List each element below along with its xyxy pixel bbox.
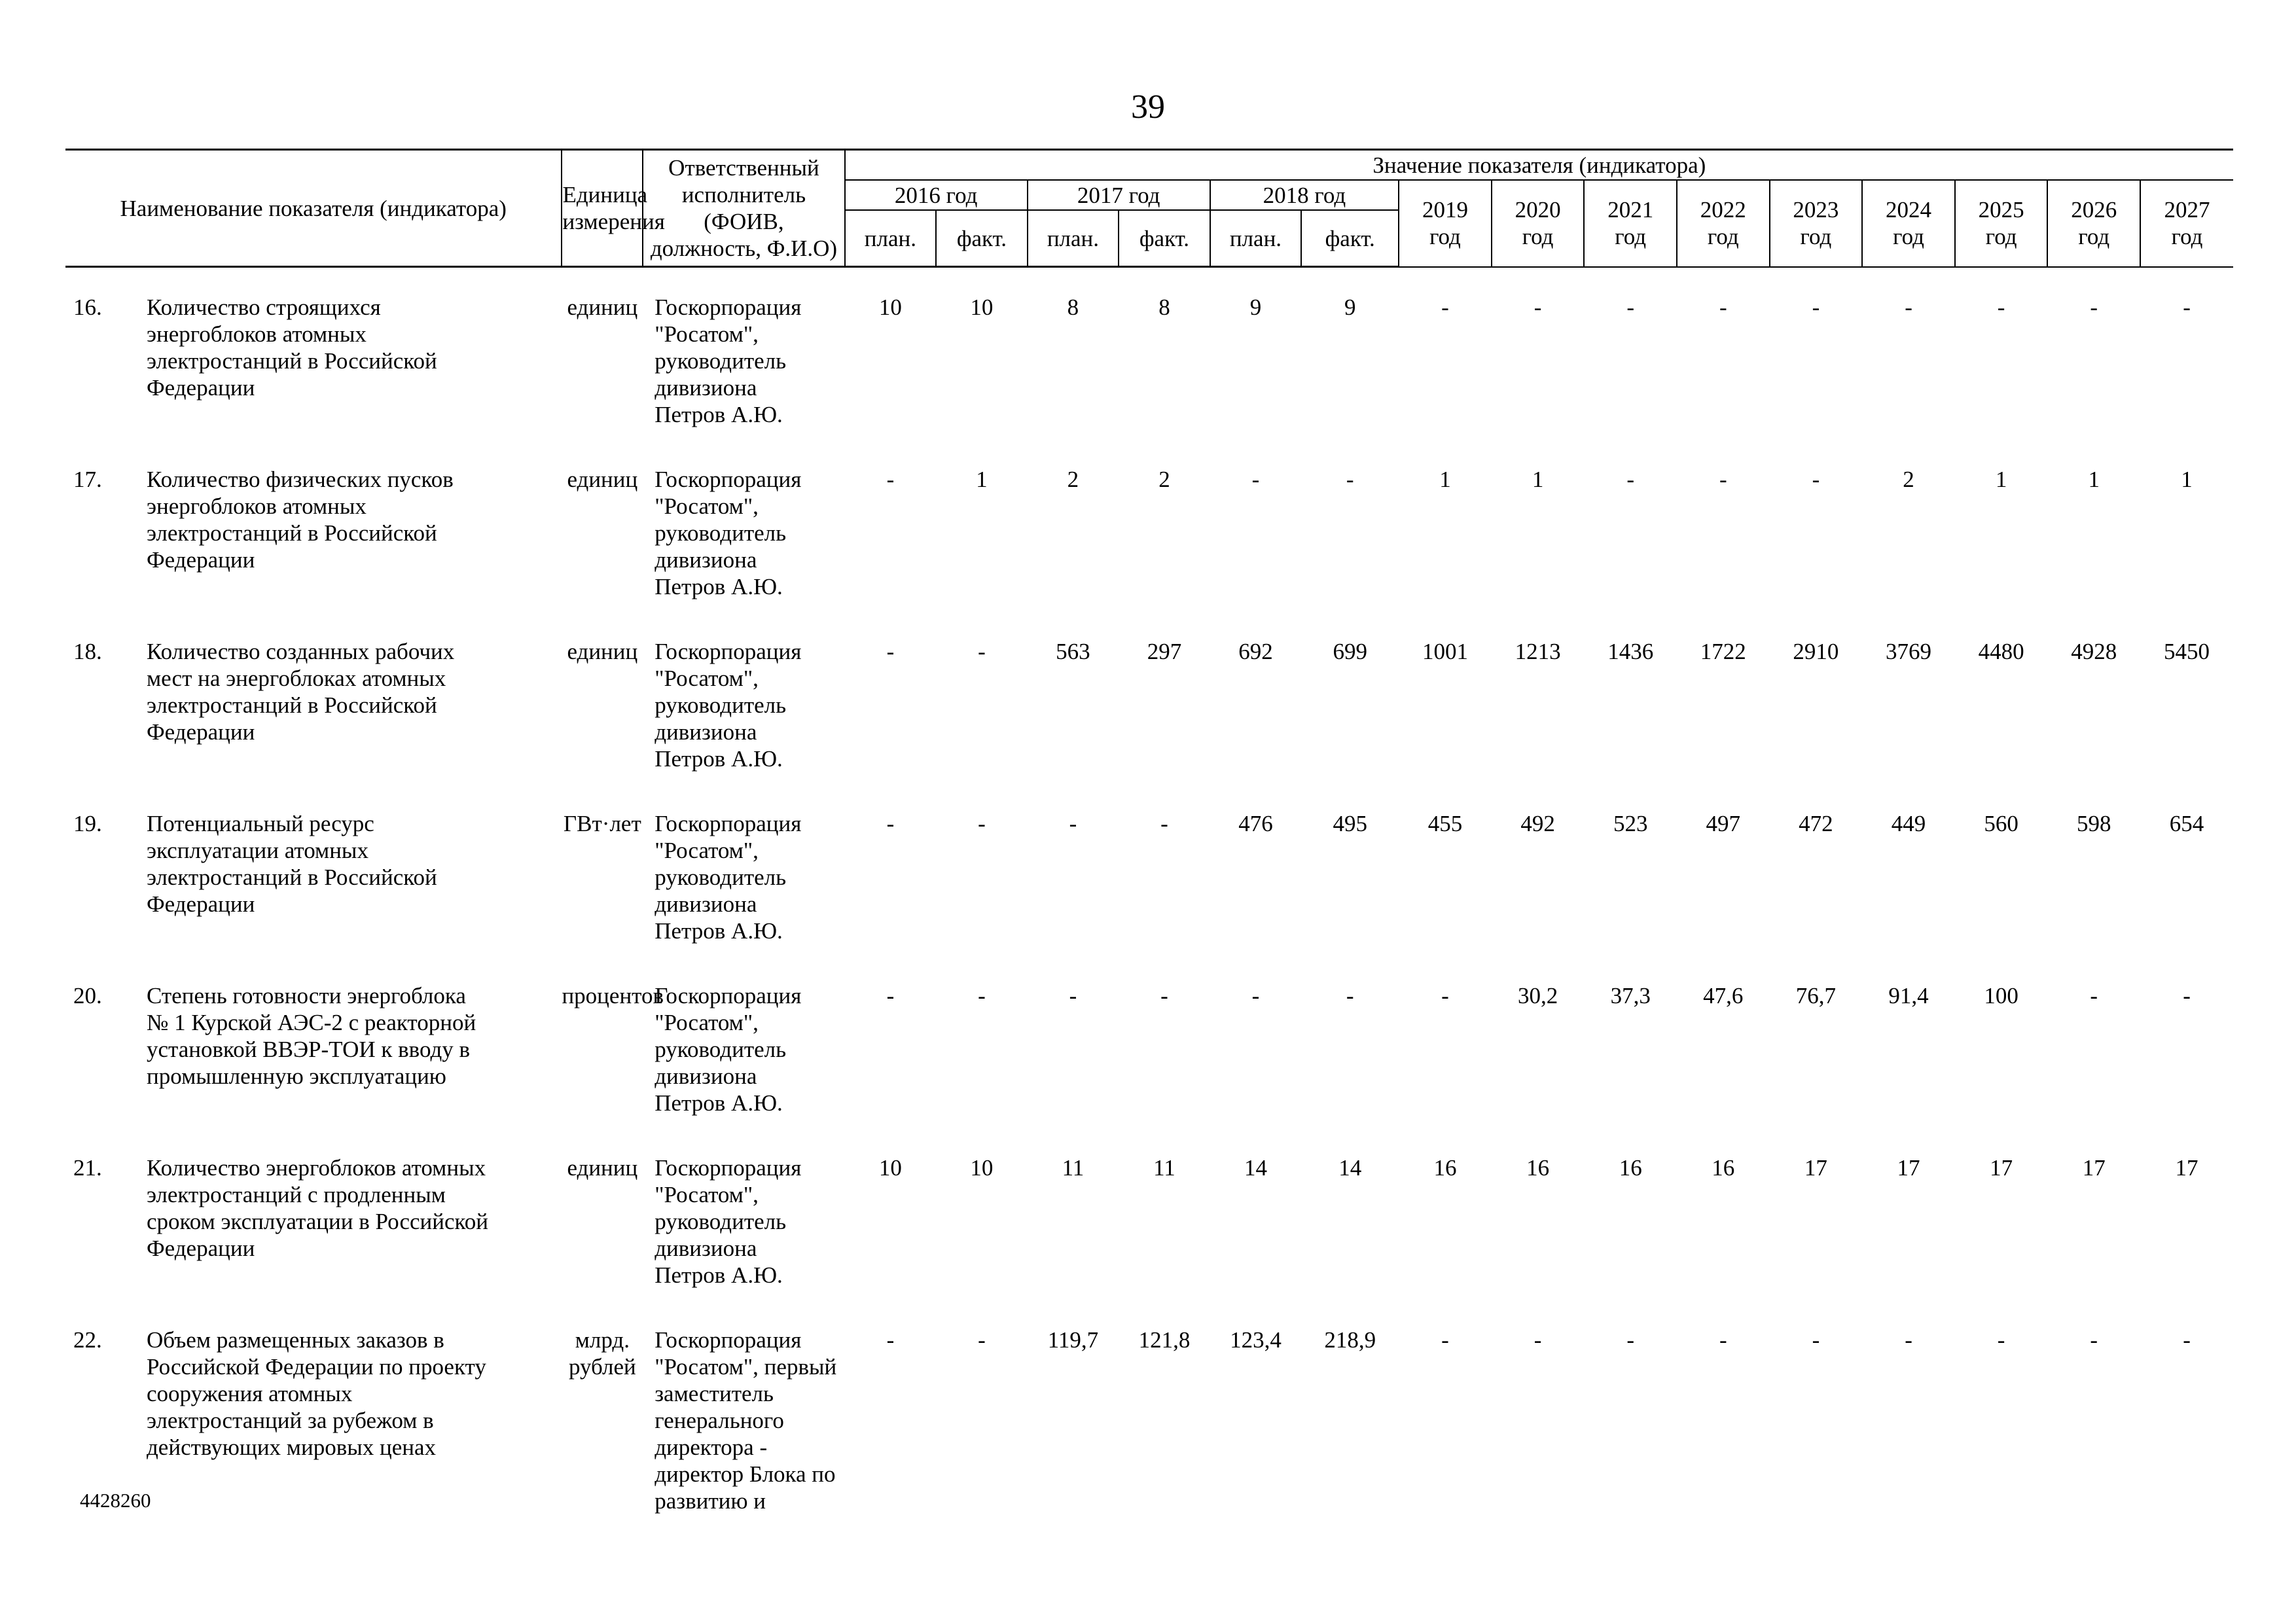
row-number: 16. (73, 294, 102, 320)
value-cell: 4928 (2071, 639, 2117, 664)
value-cell: 455 (1427, 811, 1463, 836)
header-responsible: Ответственный исполнитель (ФОИВ, должность, Ф.И.О) (643, 150, 844, 267)
value-cell: - (1441, 294, 1449, 320)
value-cell: 1722 (1700, 639, 1746, 664)
value-cell: - (886, 1327, 895, 1353)
value-cell: - (1812, 1327, 1820, 1353)
value-cell: - (2183, 1327, 2191, 1353)
document-id: 4428260 (80, 1489, 151, 1512)
value-cell: - (1160, 983, 1168, 1008)
value-cell: 10 (878, 294, 902, 320)
value-cell: - (2183, 983, 2191, 1008)
header-year-2019: 2019 год (1399, 180, 1492, 267)
value-cell: - (978, 983, 986, 1008)
responsible-cell: Госкорпорация "Росатом", руководитель дивизиона Петров А.Ю. (655, 294, 802, 427)
page-number: 39 (1131, 88, 1165, 126)
value-cell: 492 (1520, 811, 1555, 836)
value-cell: 10 (970, 1155, 994, 1181)
responsible-cell: Госкорпорация "Росатом", руководитель дивизиона Петров А.Ю. (655, 639, 802, 772)
header-plan-2016: план. (845, 210, 937, 267)
value-cell: - (2183, 294, 2191, 320)
header-year-2025: 2025 год (1955, 180, 2048, 267)
value-cell: 297 (1147, 639, 1182, 664)
indicator-name: Потенциальный ресурс эксплуатации атомных электростанций в Российской Федерации (147, 811, 437, 917)
row-number: 17. (73, 467, 102, 492)
header-year-2021: 2021 год (1584, 180, 1677, 267)
table-row (65, 454, 2233, 626)
header-plan-2017: план. (1028, 210, 1119, 267)
value-cell: 10 (878, 1155, 902, 1181)
row-number: 18. (73, 639, 102, 664)
row-number: 20. (73, 983, 102, 1008)
indicator-name-cell (65, 454, 562, 626)
value-cell: - (1905, 1327, 1912, 1353)
value-cell: - (1626, 467, 1635, 492)
table-body (65, 267, 2233, 1541)
value-cell: 654 (2169, 811, 2204, 836)
table-header (65, 150, 2233, 267)
value-cell: - (1719, 294, 1727, 320)
header-plan-2018: план. (1210, 210, 1302, 267)
value-cell: - (1441, 983, 1449, 1008)
responsible-cell: Госкорпорация "Росатом", руководитель дивизиона Петров А.Ю. (655, 983, 802, 1116)
value-cell: 9 (1249, 294, 1262, 320)
value-cell: 1436 (1607, 639, 1654, 664)
value-cell: - (886, 467, 895, 492)
unit-cell: ГВт·лет (563, 811, 641, 836)
header-values-group: Значение показателя (индикатора) (845, 150, 2233, 181)
header-year-2023: 2023 год (1770, 180, 1863, 267)
header-year-2018: 2018 год (1210, 180, 1399, 210)
indicator-name: Количество строящихся энергоблоков атомных электростанций в Российской Федерации (147, 294, 437, 401)
value-cell: - (1069, 983, 1077, 1008)
table-row (65, 267, 2233, 455)
value-cell: - (1812, 294, 1820, 320)
table-row (65, 798, 2233, 971)
value-cell: 692 (1238, 639, 1273, 664)
value-cell: - (1719, 467, 1727, 492)
unit-cell: единиц (567, 467, 638, 492)
value-cell: 476 (1238, 811, 1273, 836)
header-year-2020: 2020 год (1492, 180, 1585, 267)
value-cell: 11 (1062, 1155, 1085, 1181)
value-cell: 1 (1995, 467, 2007, 492)
value-cell: 563 (1056, 639, 1090, 664)
value-cell: 100 (1984, 983, 2018, 1008)
value-cell: 1213 (1515, 639, 1561, 664)
table-row (65, 1143, 2233, 1315)
unit-cell: единиц (567, 1155, 638, 1181)
indicator-name-cell (65, 798, 562, 971)
indicator-name-cell (65, 971, 562, 1143)
responsible-cell: Госкорпорация "Росатом", руководитель дивизиона Петров А.Ю. (655, 467, 802, 599)
value-cell: - (1346, 467, 1354, 492)
value-cell: - (1534, 294, 1542, 320)
value-cell: 10 (970, 294, 994, 320)
header-fact-2017: факт. (1119, 210, 1210, 267)
responsible-cell: Госкорпорация "Росатом", первый заместитель генерального директора - директор Блока по развитию и (655, 1327, 837, 1514)
value-cell: 598 (2076, 811, 2111, 836)
value-cell: - (1997, 294, 2005, 320)
value-cell: 1 (1532, 467, 1544, 492)
value-cell: 14 (1244, 1155, 1267, 1181)
header-unit: Единица измерения (562, 150, 643, 267)
value-cell: - (978, 811, 986, 836)
value-cell: 16 (1619, 1155, 1642, 1181)
value-cell: 17 (2175, 1155, 2198, 1181)
value-cell: 495 (1333, 811, 1367, 836)
indicator-name: Количество физических пусков энергоблоков атомных электростанций в Российской Федерации (147, 467, 454, 573)
value-cell: 1 (976, 467, 988, 492)
table-row (65, 971, 2233, 1143)
value-cell: 17 (2082, 1155, 2106, 1181)
value-cell: - (1069, 811, 1077, 836)
value-cell: - (2090, 1327, 2098, 1353)
value-cell: 449 (1891, 811, 1926, 836)
value-cell: 5450 (2164, 639, 2210, 664)
value-cell: - (978, 1327, 986, 1353)
unit-cell: процентов (562, 983, 664, 1008)
value-cell: - (1346, 983, 1354, 1008)
indicator-name: Количество энергоблоков атомных электростанций с продленным сроком эксплуатации в Российской Федерации (147, 1155, 489, 1261)
value-cell: - (2090, 983, 2098, 1008)
row-number: 22. (73, 1327, 102, 1353)
value-cell: - (1812, 467, 1820, 492)
value-cell: 123,4 (1230, 1327, 1282, 1353)
value-cell: 16 (1433, 1155, 1457, 1181)
value-cell: 76,7 (1795, 983, 1837, 1008)
value-cell: - (886, 639, 895, 664)
responsible-cell: Госкорпорация "Росатом", руководитель дивизиона Петров А.Ю. (655, 1155, 802, 1288)
value-cell: 16 (1526, 1155, 1550, 1181)
value-cell: 8 (1067, 294, 1079, 320)
indicator-table (65, 149, 2233, 1541)
value-cell: 11 (1153, 1155, 1175, 1181)
indicator-name: Степень готовности энергоблока № 1 Курской АЭС-2 с реакторной установкой ВВЭР-ТОИ к вводу в промышленную эксплуатацию (147, 983, 476, 1089)
header-year-2024: 2024 год (1862, 180, 1955, 267)
value-cell: 2 (1903, 467, 1914, 492)
indicator-name-cell (65, 267, 562, 455)
value-cell: - (1534, 1327, 1542, 1353)
value-cell: 16 (1712, 1155, 1735, 1181)
value-cell: 121,8 (1138, 1327, 1191, 1353)
value-cell: - (1719, 1327, 1727, 1353)
value-cell: - (1626, 294, 1635, 320)
value-cell: 9 (1344, 294, 1356, 320)
value-cell: 17 (1804, 1155, 1827, 1181)
value-cell: 2910 (1793, 639, 1839, 664)
indicator-name-cell (65, 626, 562, 798)
value-cell: - (1626, 1327, 1635, 1353)
value-cell: - (1251, 983, 1260, 1008)
indicator-name: Объем размещенных заказов в Российской Федерации по проекту сооружения атомных электростанций за рубежом в действующих мировых ценах (147, 1327, 486, 1460)
value-cell: 37,3 (1610, 983, 1651, 1008)
value-cell: 3769 (1886, 639, 1932, 664)
header-fact-2018: факт. (1301, 210, 1399, 267)
indicator-name: Количество созданных рабочих мест на энергоблоках атомных электростанций в Российской Федерации (147, 639, 455, 745)
value-cell: 91,4 (1888, 983, 1929, 1008)
indicator-name-cell (65, 1143, 562, 1315)
value-cell: 17 (1990, 1155, 2013, 1181)
value-cell: - (1251, 467, 1260, 492)
value-cell: 1 (2088, 467, 2100, 492)
value-cell: - (1905, 294, 1912, 320)
value-cell: - (886, 983, 895, 1008)
value-cell: 523 (1613, 811, 1648, 836)
value-cell: - (978, 639, 986, 664)
header-year-2017: 2017 год (1028, 180, 1210, 210)
row-number: 21. (73, 1155, 102, 1181)
value-cell: 1 (2181, 467, 2193, 492)
header-year-2022: 2022 год (1677, 180, 1770, 267)
unit-cell: единиц (567, 294, 638, 320)
value-cell: 1 (1439, 467, 1451, 492)
value-cell: 30,2 (1517, 983, 1558, 1008)
value-cell: 17 (1897, 1155, 1920, 1181)
value-cell: 699 (1333, 639, 1367, 664)
table-row (65, 626, 2233, 798)
value-cell: 8 (1158, 294, 1170, 320)
header-indicator-name: Наименование показателя (индикатора) (65, 150, 562, 267)
value-cell: 47,6 (1703, 983, 1744, 1008)
value-cell: 1001 (1422, 639, 1468, 664)
value-cell: - (1160, 811, 1168, 836)
header-fact-2016: факт. (936, 210, 1028, 267)
header-year-2027: 2027 год (2140, 180, 2233, 267)
value-cell: 2 (1067, 467, 1079, 492)
table-row (65, 1315, 2233, 1541)
value-cell: 119,7 (1047, 1327, 1099, 1353)
value-cell: 218,9 (1324, 1327, 1376, 1353)
value-cell: - (2090, 294, 2098, 320)
value-cell: - (1441, 1327, 1449, 1353)
row-number: 19. (73, 811, 102, 836)
value-cell: 560 (1984, 811, 2018, 836)
value-cell: 2 (1158, 467, 1170, 492)
value-cell: 472 (1799, 811, 1833, 836)
value-cell: 14 (1338, 1155, 1362, 1181)
value-cell: - (1997, 1327, 2005, 1353)
unit-cell: единиц (567, 639, 638, 664)
responsible-cell: Госкорпорация "Росатом", руководитель дивизиона Петров А.Ю. (655, 811, 802, 944)
value-cell: 497 (1706, 811, 1741, 836)
value-cell: 4480 (1978, 639, 2024, 664)
header-year-2016: 2016 год (845, 180, 1028, 210)
value-cell: - (886, 811, 895, 836)
unit-cell: млрд. рублей (568, 1327, 636, 1380)
header-year-2026: 2026 год (2047, 180, 2140, 267)
